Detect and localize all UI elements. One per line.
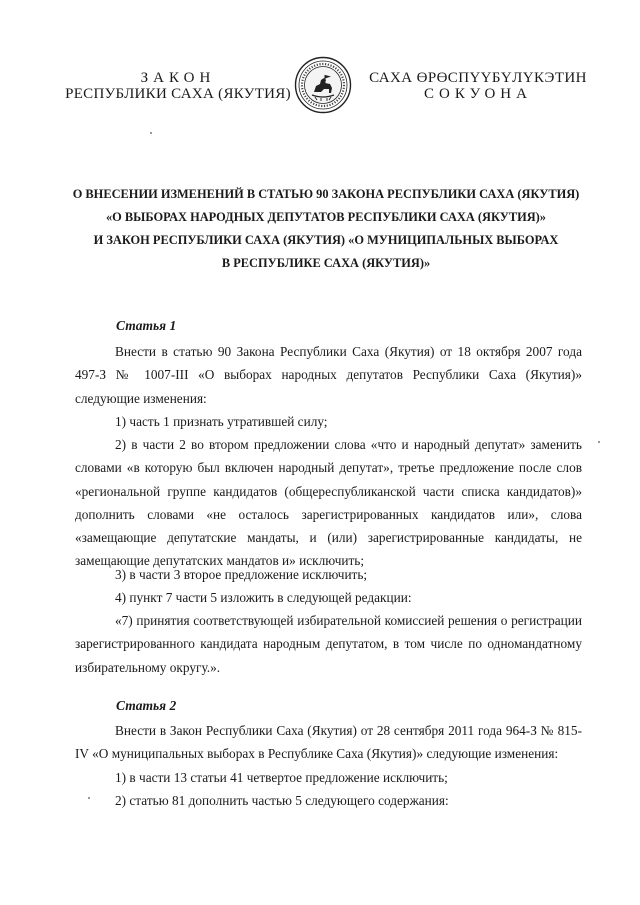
title-line: И ЗАКОН РЕСПУБЛИКИ САХА (ЯКУТИЯ) «О МУНИЦИПАЛЬНЫХ ВЫБОРАХ <box>93 233 559 247</box>
scan-speck <box>598 441 600 443</box>
header-right-title: САХА ӨРӨСПҮҮБҮЛҮКЭТИН <box>369 70 587 86</box>
title-line: «О ВЫБОРАХ НАРОДНЫХ ДЕПУТАТОВ РЕСПУБЛИКИ САХА (ЯКУТИЯ)» <box>105 210 547 224</box>
header-right-subtitle: СОКУОНА <box>424 86 532 102</box>
coat-of-arms-emblem-icon <box>294 56 352 114</box>
header-left-title: ЗАКОН <box>140 70 216 86</box>
article-1-item-3: 3) в части 3 второе предложение исключить; <box>115 567 368 582</box>
article-1-intro: Внести в статью 90 Закона Республики Саха (Якутия) от 18 октября 2007 года 497-З № 1007-III «О выборах народных депутатов Республики Саха (Якутия)» следующие изменения: <box>75 344 582 406</box>
article-1-item-1: 1) часть 1 признать утратившей силу; <box>115 414 328 429</box>
article-1-item-4: 4) пункт 7 части 5 изложить в следующей редакции: <box>115 590 412 605</box>
header-left-subtitle: РЕСПУБЛИКИ САХА (ЯКУТИЯ) <box>65 86 291 102</box>
article-1-quote: «7) принятия соответствующей избирательной комиссией решения о регистрации зарегистрированного кандидата народным депутатом, в том числе по одномандатному избирательному округу.». <box>75 613 582 675</box>
law-title <box>40 183 612 275</box>
article-1-item-2: 2) в части 2 во втором предложении слова «что и народный депутат» заменить словами «в которую был включен народный депутат», третье предложение после слов «региональной группе кандидатов (общереспубликанской части списка кандидатов)» дополнить словами «не осталось зарегистрированных кандидатов или», слова «замещающие депутатские мандаты, и (или) зарегистрированные кандидаты, не замещающие депутатских мандатов и» исключить; <box>75 437 582 569</box>
article-2-intro: Внести в Закон Республики Саха (Якутия) от 28 сентября 2011 года 964-З № 815-IV «О муниципальных выборах в Республике Саха (Якутия)» следующие изменения: <box>75 723 582 762</box>
article-2-item-1: 1) в части 13 статьи 41 четвертое предложение исключить; <box>115 770 448 785</box>
scan-speck <box>88 797 90 799</box>
article-2-heading: Статья 2 <box>116 698 177 713</box>
header-right <box>364 70 592 102</box>
scan-speck <box>150 132 152 134</box>
title-line: В РЕСПУБЛИКЕ САХА (ЯКУТИЯ)» <box>221 256 431 270</box>
article-2-item-2: 2) статью 81 дополнить частью 5 следующего содержания: <box>115 793 449 808</box>
title-line: О ВНЕСЕНИИ ИЗМЕНЕНИЙ В СТАТЬЮ 90 ЗАКОНА РЕСПУБЛИКИ САХА (ЯКУТИЯ) <box>72 187 580 201</box>
header-left <box>64 70 292 102</box>
article-1-heading: Статья 1 <box>116 318 177 333</box>
